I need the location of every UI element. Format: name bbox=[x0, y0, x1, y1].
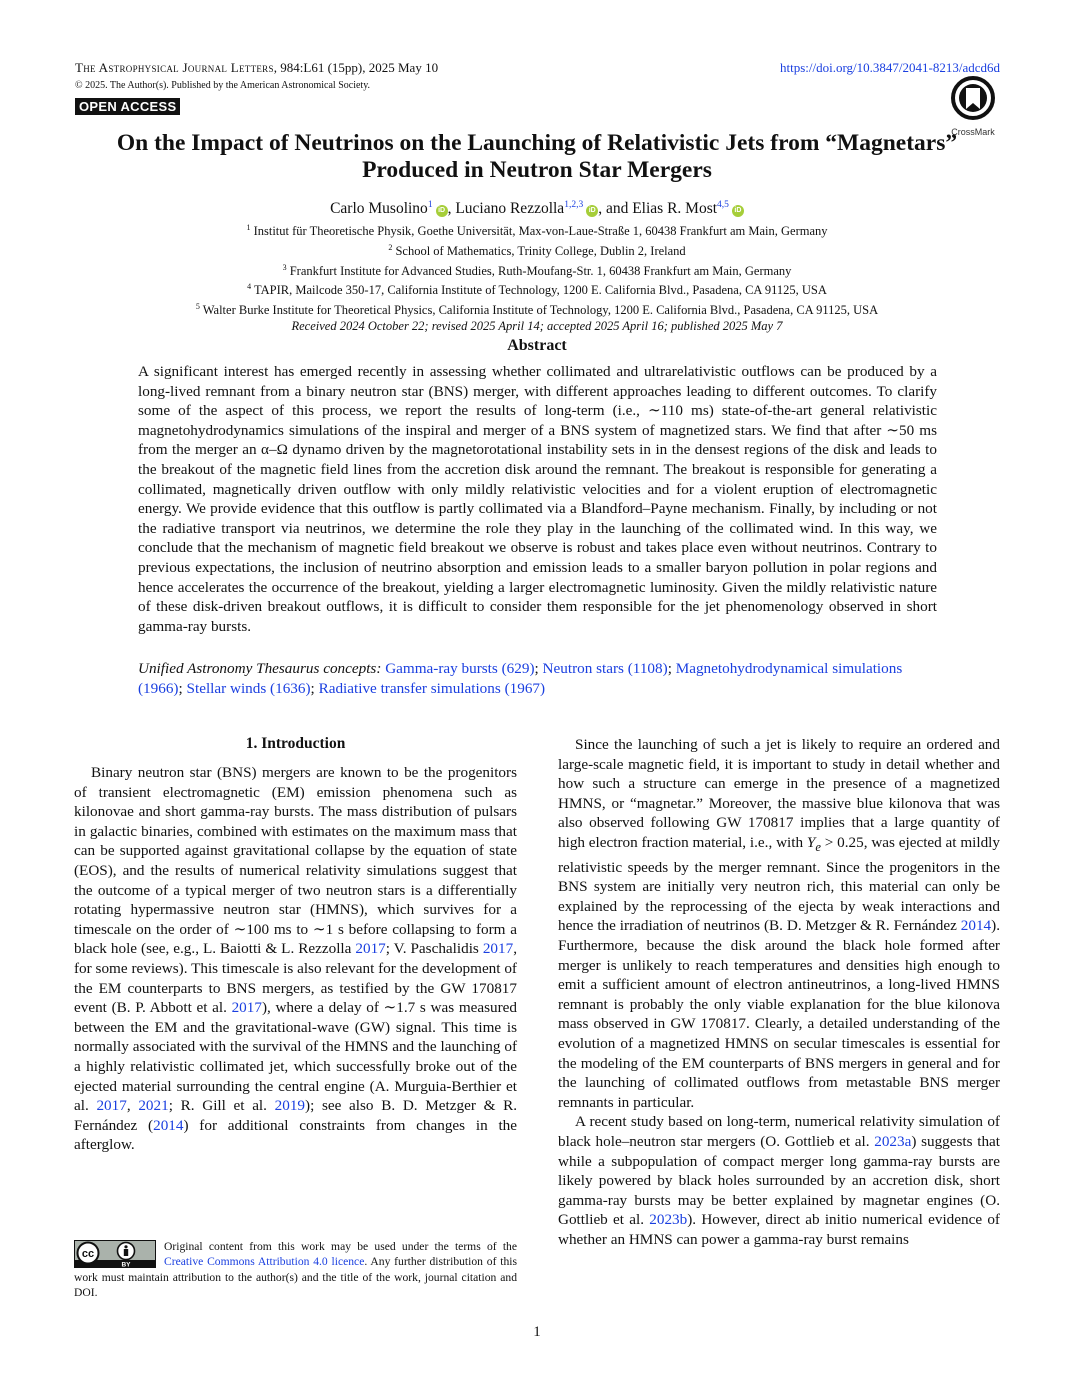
citation-link[interactable]: 2021 bbox=[138, 1097, 169, 1115]
license-text: Original content from this work may be used under the terms of the bbox=[164, 1240, 517, 1253]
affiliation-number: 4 bbox=[247, 282, 252, 292]
uat-link[interactable]: Stellar winds (1636) bbox=[186, 679, 311, 697]
math-subscript: e bbox=[815, 840, 821, 854]
affiliation bbox=[0, 299, 1074, 319]
affiliation bbox=[0, 240, 1074, 260]
citation-link[interactable]: 2019 bbox=[274, 1097, 306, 1115]
abstract-heading: Abstract bbox=[507, 337, 567, 354]
license-text: . Any further distribution of this work must maintain attribution to the author(s) and the title of the work, journal citation and DOI. bbox=[74, 1255, 517, 1299]
section-heading: 1. Introduction bbox=[245, 735, 346, 752]
author-name: Luciano Rezzolla bbox=[455, 200, 565, 218]
author-list bbox=[0, 200, 1074, 218]
affiliation-text: Frankfurt Institute for Advanced Studies, Ruth-Moufang-Str. 1, 60438 Frankfurt am Main, Germany bbox=[289, 263, 792, 278]
affiliation-number: 5 bbox=[195, 302, 200, 311]
open-access-badge: OPEN ACCESS bbox=[75, 98, 180, 115]
affiliation-text: School of Mathematics, Trinity College, Dublin 2, Ireland bbox=[395, 243, 686, 258]
body-paragraph: A recent study based on long-term, numerical relativity simulation of black hole–neutron star mergers (O. Gottlieb et al. 2023a) suggests that while a subpopulation of compact merger long gamma-ray bursts are likely powered by black holes surrounded by an accretion disk, short gamma-ray bursts may be better explained by magnetar engines (O. Gottlieb et al. 2023b). However, direct ab initio numerical evidence of whether an HMNS can power a gamma-ray burst remains bbox=[558, 1113, 1000, 1248]
journal-volume: , 984:L61 (15pp), 2025 May 10 bbox=[273, 60, 439, 75]
author-affil-ref[interactable]: 1,2,3 bbox=[564, 200, 584, 210]
abstract-text: A significant interest has emerged recently in assessing whether collimated and ultrarelativistic outflows can be produced by a long-lived remnant from a binary neutron star (BNS) merger, with different approaches leading to different outcomes. To clarify some of the aspect of this process, we report the results of long-term (i.e., ∼110 ms) state-of-the-art general relativistic magnetohydrodynamics simulations of the inspiral and merger of a BNS system of magnetized stars. We find that after ∼50 ms from the merger an α–Ω dynamo driven by the magnetorotational instability sets in in the densest regions of the disk and leads to the breakout of the magnetic field lines from the accretion disk around the remnant. The breakout is responsible for generating a collimated, magnetically driven outflow with only mildly relativistic velocities and for a violent eruption of electromagnetic energy. We provide evidence that this outflow is partly collimated via a Blandford–Payne mechanism. Finally, by including or not the radiative transport via neutrinos, we determine the role they play in the launching of the collimated wind. In this way, we conclude that the mechanism of magnetic field breakout we observe is robust and takes place even without neutrinos. Contrary to previous expectations, the inclusion of neutrino absorption and emission leads to a smaller baryon pollution in polar regions and hence accelerates the occurrence of the breakout, yielding a larger electromagnetic luminosity. Given the mildly relativistic nature of these disk-driven breakout outflows, it is difficult to consider them responsible for the jet phenomenology observed in short gamma-ray bursts. bbox=[138, 363, 937, 635]
orcid-icon[interactable]: iD bbox=[586, 205, 598, 217]
journal-citation bbox=[75, 60, 438, 76]
author-affil-ref[interactable]: 4,5 bbox=[717, 200, 729, 210]
citation-link[interactable]: 2017 bbox=[482, 940, 514, 958]
uat-link[interactable]: Gamma-ray bursts (629) bbox=[385, 660, 535, 677]
license-link[interactable]: Creative Commons Attribution 4.0 licence bbox=[164, 1255, 365, 1269]
uat-link[interactable]: Neutron stars (1108) bbox=[542, 660, 668, 677]
right-column bbox=[558, 735, 1000, 1249]
uat-label: Unified Astronomy Thesaurus concepts: bbox=[138, 660, 382, 677]
citation-link[interactable]: 2014 bbox=[153, 1116, 184, 1134]
affiliation-text: Walter Burke Institute for Theoretical Physics, California Institute of Technology, 1200 E. California Blvd., Pasadena, CA 91125, USA bbox=[202, 303, 879, 318]
math-symbol: Y bbox=[806, 833, 816, 851]
author-separator: , and bbox=[598, 200, 633, 218]
affiliation bbox=[0, 279, 1074, 299]
left-column bbox=[74, 763, 517, 1155]
author-name: Elias R. Most bbox=[632, 200, 718, 218]
citation-link[interactable]: 2017 bbox=[231, 999, 262, 1017]
body-paragraph: Since the launching of such a jet is likely to require an ordered and large-scale magnetic field, it is important to study in detail whether and how such a structure can emerge in the presence of a magnetized HMNS, or “magnetar.” Moreover, the massive blue kilonova that was also observed following GW 170817 implies that a large quantity of high electron fraction material, i.e., with $Y_e > 0.25$, was ejected at mildly relativistic speeds by the merger remnant. Since the progenitors in the BNS system are initially very neutron rich, this material can only be explained by the reprocessing of the ejecta by weak interactions and hence the irradiation of neutrinos (B. D. Metzger & R. Fernández 2014). Furthermore, because the disk around the black hole formed after merger is unlikely to reach temperatures and densities high enough to emit a sufficient amount of electron antineutrinos, a long-lived HMNS remnant is probably the only viable explanation for the blue kilonova mass observed in GW 170817. Clearly, a detailed understanding of the evolution of a magnetized HMNS on secular timescales is essential for the modeling of the EM counterparts of BNS mergers in general and for the launching of collimated outflows from metastable BNS merger remnants in particular. bbox=[558, 736, 1000, 1111]
affiliation-text: Institut für Theoretische Physik, Goethe Universität, Max-von-Laue-Straße 1, 60438 Frankfurt am Main, Germany bbox=[253, 224, 828, 239]
crossmark-button[interactable] bbox=[946, 76, 1000, 137]
cc-by-license-icon bbox=[74, 1240, 156, 1268]
crossmark-icon bbox=[951, 76, 995, 120]
uat-concepts: Unified Astronomy Thesaurus concepts: Gamma-ray bursts (629); Neutron stars (1108); Magnetohydrodynamical simulations (1966); Stellar winds (1636); Radiative transfer simulations (1967) bbox=[138, 660, 903, 697]
license-notice bbox=[74, 1239, 517, 1300]
received-dates: Received 2024 October 22; revised 2025 April 14; accepted 2025 April 16; published 2025 May 7 bbox=[291, 318, 783, 333]
title-line-1: On the Impact of Neutrinos on the Launching of Relativistic Jets from “Magnetars” bbox=[116, 130, 958, 156]
title-line-2: Produced in Neutron Star Mergers bbox=[362, 157, 712, 183]
journal-name: The Astrophysical Journal Letters bbox=[75, 60, 274, 75]
crossmark-label: CrossMark bbox=[951, 127, 995, 137]
affiliation bbox=[0, 220, 1074, 240]
orcid-icon[interactable]: iD bbox=[436, 205, 448, 217]
by-text: BY bbox=[121, 1261, 131, 1268]
doi-link[interactable]: https://doi.org/10.3847/2041-8213/adcd6d bbox=[779, 60, 1000, 75]
author-affil-ref[interactable]: 1 bbox=[427, 200, 433, 210]
author-separator: , bbox=[447, 200, 456, 218]
affiliation-number: 3 bbox=[282, 262, 287, 272]
page-number: 1 bbox=[533, 1324, 541, 1340]
citation-link[interactable]: 2017 bbox=[355, 940, 386, 958]
affiliation-text: TAPIR, Mailcode 350-17, California Institute of Technology, 1200 E. California Blvd., Pasadena, CA 91125, USA bbox=[253, 283, 827, 298]
orcid-icon[interactable]: iD bbox=[732, 205, 744, 217]
cc-text: cc bbox=[81, 1248, 95, 1260]
paper-title bbox=[80, 130, 994, 184]
affiliation-list bbox=[0, 220, 1074, 334]
citation-link[interactable]: 2014 bbox=[960, 917, 992, 935]
copyright-notice: © 2025. The Author(s). Published by the American Astronomical Society. bbox=[75, 80, 371, 91]
uat-link[interactable]: Radiative transfer simulations (1967) bbox=[318, 679, 546, 697]
citation-link[interactable]: 2017 bbox=[96, 1097, 127, 1115]
affiliation-number: 2 bbox=[388, 242, 393, 252]
citation-link[interactable]: 2023b bbox=[649, 1211, 688, 1229]
affiliation bbox=[0, 260, 1074, 280]
uat-link[interactable]: Magnetohydrodynamical simulations (1966) bbox=[138, 660, 903, 697]
author-name: Carlo Musolino bbox=[330, 200, 428, 218]
affiliation-number: 1 bbox=[246, 223, 251, 232]
body-paragraph: Binary neutron star (BNS) mergers are known to be the progenitors of transient electromagnetic (EM) emission phenomena such as kilonovae and short gamma-ray bursts. The mass distribution of pulsars in galactic binaries, combined with estimates on the maximum mass that can be supported against gravitational collapse by the equation of state (EOS), and the results of numerical relativity simulations suggest that the outcome of a typical merger of two neutron stars is a differentially rotating hypermassive neutron star (HMNS), which survives for a timescale on the order of ∼100 ms to ∼1 s before collapsing to form a black hole (see, e.g., L. Baiotti & L. Rezzolla 2017; V. Paschalidis 2017, for some reviews). This timescale is also relevant for the development of the EM counterparts to BNS mergers, as testified by the GW 170817 event (B. P. Abbott et al. 2017), where a delay of ∼1.7 s was measured between the EM and the gravitational-wave (GW) signal. This time is normally associated with the survival of the HMNS and the launching of a highly relativistic collimated jet, which successfully broke out of the ejected material surrounding the central engine (A. Murguia-Berthier et al. 2017, 2021; R. Gill et al. 2019); see also B. D. Metzger & R. Fernández (2014) for additional constraints from changes in the afterglow. bbox=[74, 764, 518, 1154]
citation-link[interactable]: 2023a bbox=[874, 1132, 912, 1150]
